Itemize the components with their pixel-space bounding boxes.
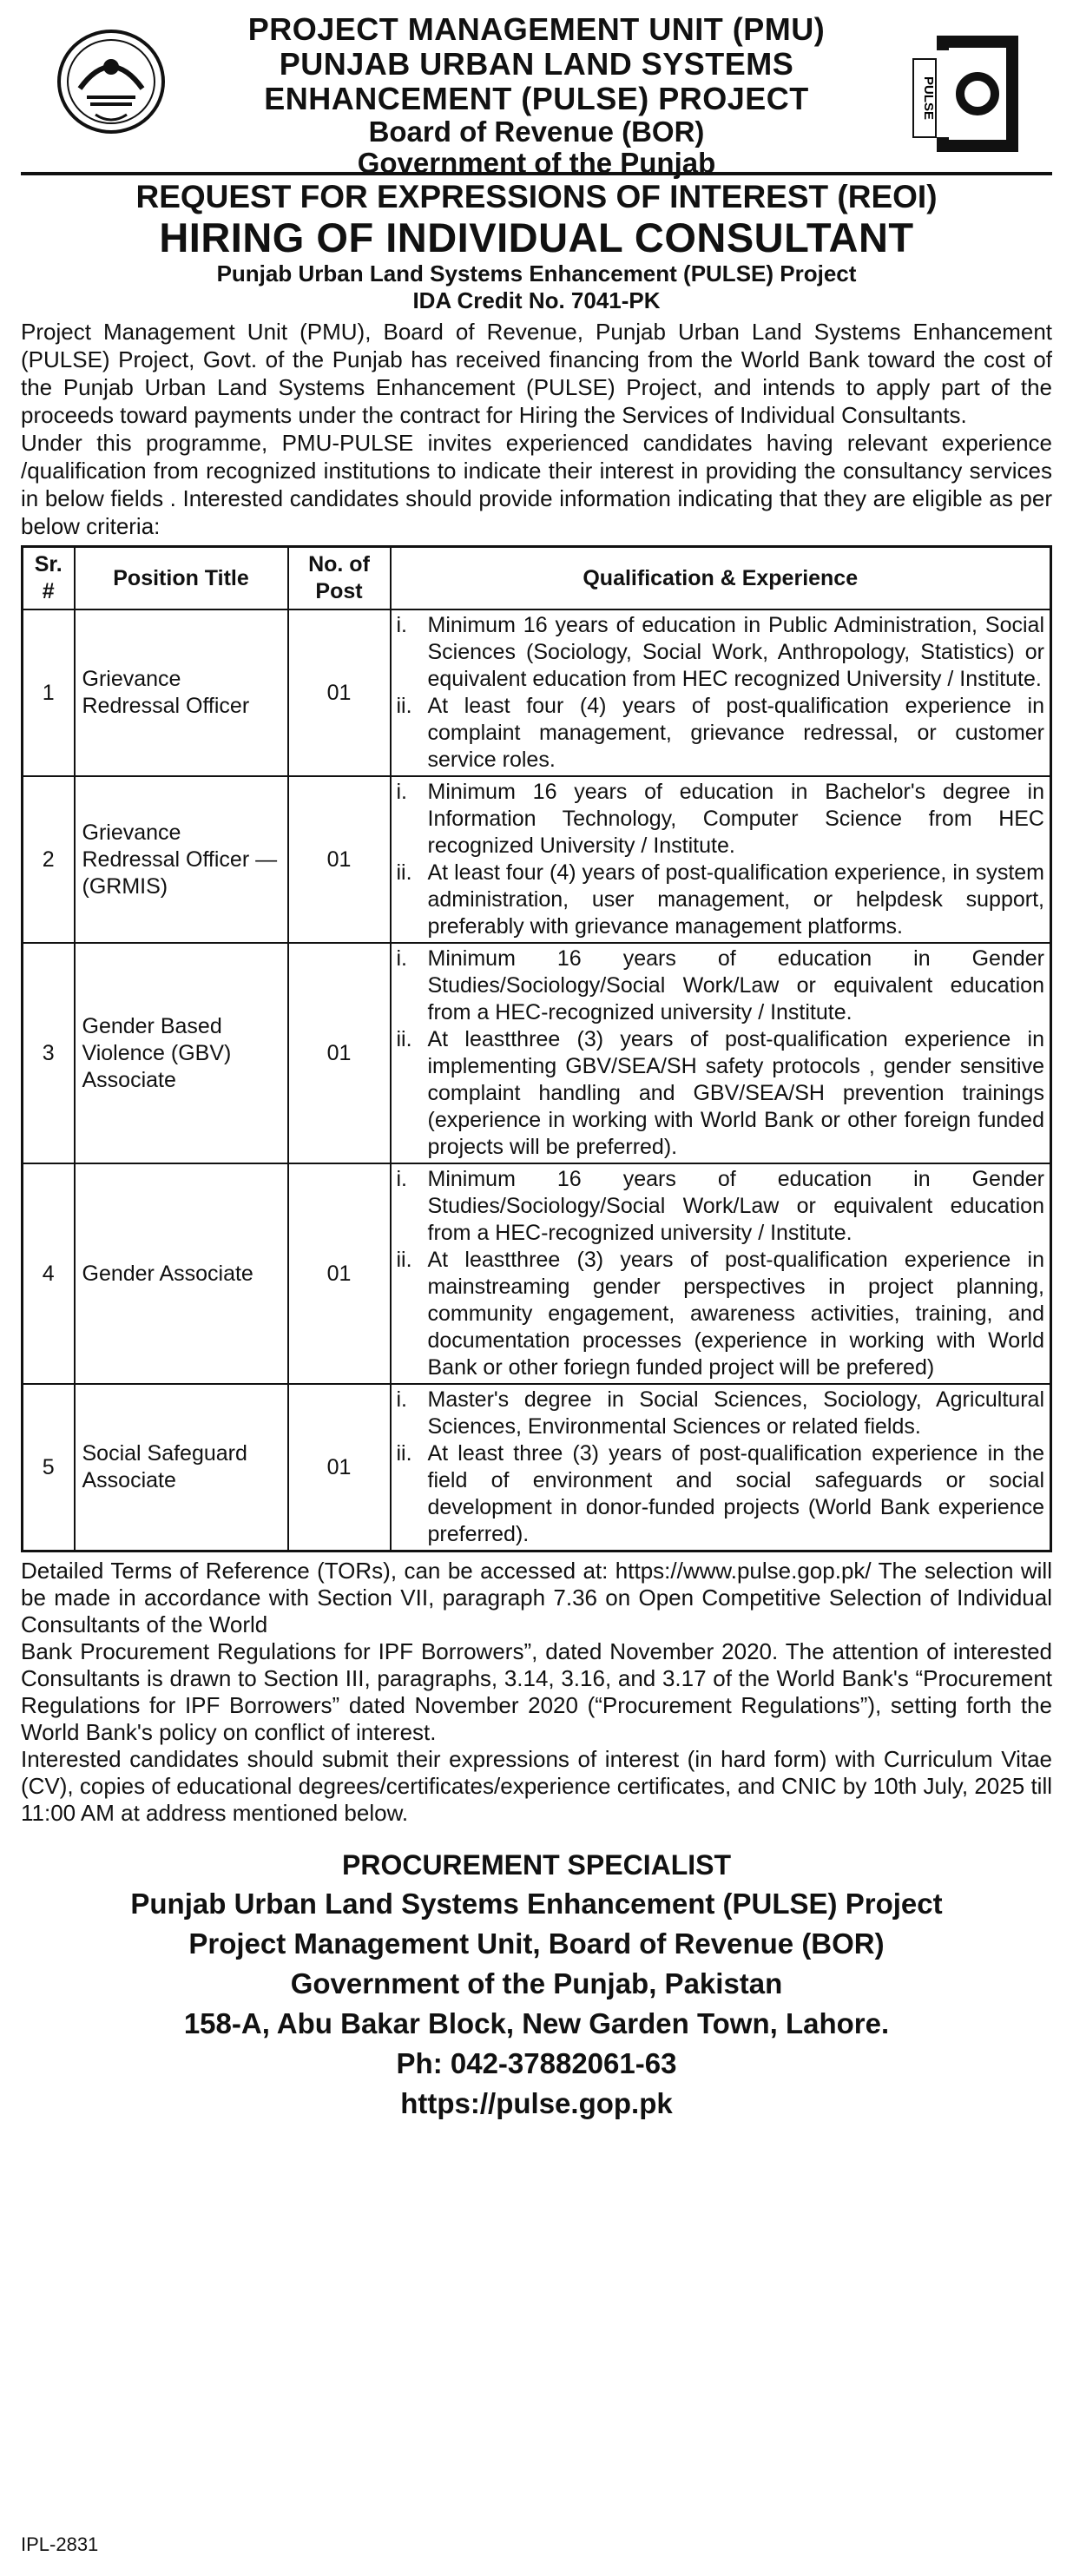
qualification-item-number: ii. <box>396 1248 412 1272</box>
intro-paragraph-2: Under this programme, PMU-PULSE invites experienced candidates having relevant experience /qualification from recognized institutions to indicate their interest in providing the consultancy services in below fields . Interested candidates should provide information indicating that they are eligible as per below criteria: <box>21 430 1052 539</box>
row-position-title: Grievance Redressal Officer — (GRMIS) <box>75 776 288 943</box>
qualification-item <box>397 945 1045 1026</box>
row-position-title: Gender Based Violence (GBV) Associate <box>75 943 288 1163</box>
row-sr: 5 <box>23 1384 75 1552</box>
qualification-item-text: Master's degree in Social Sciences, Sociology, Agricultural Sciences, Environmental Sciences or related fields. <box>427 1387 1044 1439</box>
header-position-title: Position Title <box>75 547 288 610</box>
row-sr: 4 <box>23 1163 75 1384</box>
row-no-of-post: 01 <box>288 609 391 776</box>
credit-number: IDA Credit No. 7041-PK <box>412 287 661 313</box>
qualification-item-text: At leastthree (3) years of post-qualification experience in mainstreaming gender perspectives in project planning, community engagement, awareness activities, training, and documentation processes (experience in working with World Bank or other foriegn funded project will be prefered) <box>427 1248 1044 1380</box>
row-position-title: Gender Associate <box>75 1163 288 1384</box>
qualification-item-number: ii. <box>396 694 412 718</box>
table-row <box>23 609 1051 776</box>
row-qualification <box>391 1384 1051 1552</box>
header-qualification: Qualification & Experience <box>391 547 1051 610</box>
table-row <box>23 776 1051 943</box>
qualification-item-text: Minimum 16 years of education in Gender Studies/Sociology/Social Work/Law or equivalent education from a HEC-recognized university / Institute. <box>427 946 1044 1024</box>
qualification-item-text: At least four (4) years of post-qualification experience in complaint management, grievance redressal, or customer service roles. <box>427 694 1044 772</box>
qualification-item <box>397 1166 1045 1247</box>
row-no-of-post: 01 <box>288 776 391 943</box>
qualification-item-number: ii. <box>396 1441 412 1466</box>
row-position-title: Grievance Redressal Officer <box>75 609 288 776</box>
qualification-item <box>397 860 1045 940</box>
row-qualification <box>391 1163 1051 1384</box>
qualification-item-text: At leastthree (3) years of post-qualification experience in implementing GBV/SEA/SH safety protocols , gender sensitive complaint handling and GBV/SEA/SH prevention trainings (experience in working with World Bank or other foreign funded projects will be preferred). <box>427 1027 1044 1159</box>
positions-table <box>21 545 1052 1552</box>
table-row <box>23 943 1051 1163</box>
row-qualification <box>391 776 1051 943</box>
intro-paragraph-1: Project Management Unit (PMU), Board of Revenue, Punjab Urban Land Systems Enhancement (PULSE) Project, Govt. of the Punjab has received financing from the World Bank toward the cost of the Punjab Urban Land Systems Enhancement (PULSE) Project, and intends to apply part of the proceeds toward payments under the contract for Hiring the Services of Individual Consultants. <box>21 319 1052 428</box>
punjab-government-emblem-icon <box>56 28 167 141</box>
row-no-of-post: 01 <box>288 1163 391 1384</box>
row-qualification <box>391 609 1051 776</box>
contact-title: PROCUREMENT SPECIALIST <box>341 1849 732 1881</box>
qualification-item-number: ii. <box>396 860 412 885</box>
qualification-item-text: Minimum 16 years of education in Public Administration, Social Sciences (Sociology, Social Work, Anthropology, Statistics) or equivalent education from HEC recognized University / Institute. <box>427 613 1044 691</box>
pulse-heading-line1: PUNJAB URBAN LAND SYSTEMS <box>279 46 794 82</box>
qualification-item-text: At least three (3) years of post-qualification experience in the field of environment and social safeguards or social development in donor-funded projects (World Bank experience preferred). <box>427 1441 1044 1546</box>
header-sr: Sr. # <box>23 547 75 610</box>
qualification-item-number: ii. <box>396 1027 412 1051</box>
pulse-heading-line2: ENHANCEMENT (PULSE) PROJECT <box>264 81 809 116</box>
qualification-item-text: Minimum 16 years of education in Gender Studies/Sociology/Social Work/Law or equivalent education from a HEC-recognized university / Institute. <box>427 1167 1044 1245</box>
row-sr: 2 <box>23 776 75 943</box>
reoi-title: REQUEST FOR EXPRESSIONS OF INTEREST (REOI) <box>135 179 938 214</box>
pulse-logo-text: PULSE <box>921 76 936 121</box>
row-no-of-post: 01 <box>288 1384 391 1552</box>
bor-heading: Board of Revenue (BOR) <box>368 115 705 148</box>
qualification-item-text: At least four (4) years of post-qualification experience, in system administration, user management, or helpdesk support, preferably with grievance management platforms. <box>427 860 1044 939</box>
contact-address: 158-A, Abu Bakar Block, New Garden Town, Lahore. <box>183 2007 890 2039</box>
qualification-item-number: i. <box>396 946 407 971</box>
contact-government: Government of the Punjab, Pakistan <box>290 1967 783 2000</box>
contact-website-link[interactable]: https://pulse.gop.pk <box>400 2087 673 2119</box>
header <box>21 0 1052 179</box>
qualification-item-number: i. <box>396 1167 407 1191</box>
qualification-item-text: Minimum 16 years of education in Bachelor's degree in Information Technology, Computer Science from HEC recognized University / Institute. <box>427 780 1044 858</box>
qualification-item <box>397 693 1045 774</box>
row-no-of-post: 01 <box>288 943 391 1163</box>
table-header-row <box>23 547 1051 610</box>
table-row <box>23 1163 1051 1384</box>
row-sr: 3 <box>23 943 75 1163</box>
project-subtitle: Punjab Urban Land Systems Enhancement (PULSE) Project <box>216 260 857 287</box>
qualification-item-number: i. <box>396 1387 407 1412</box>
table-row <box>23 1384 1051 1552</box>
qualification-item <box>397 779 1045 860</box>
qualification-item-number: i. <box>396 780 407 804</box>
header-no-of-post: No. of Post <box>288 547 391 610</box>
row-position-title: Social Safeguard Associate <box>75 1384 288 1552</box>
tor-paragraph: Detailed Terms of Reference (TORs), can be accessed at: https://www.pulse.gop.pk/ The selection will be made in accordance with Section VII, paragraph 7.36 on Open Competitive Selection of Individual Consultants of the World <box>21 1558 1052 1637</box>
row-sr: 1 <box>23 609 75 776</box>
hiring-title: HIRING OF INDIVIDUAL CONSULTANT <box>159 214 914 260</box>
pulse-logo-icon <box>899 33 1021 155</box>
contact-unit: Project Management Unit, Board of Revenue (BOR) <box>188 1927 885 1960</box>
government-heading: Government of the Punjab <box>357 147 716 179</box>
pmu-heading: PROJECT MANAGEMENT UNIT (PMU) <box>247 11 826 47</box>
contact-block <box>21 1846 1052 2124</box>
ipl-code: IPL-2831 <box>21 2533 99 2555</box>
qualification-item <box>397 1026 1045 1161</box>
regulations-paragraph: Bank Procurement Regulations for IPF Borrowers”, dated November 2020. The attention of interested Consultants is drawn to Section III, paragraphs, 3.14, 3.16, and 3.17 of the World Bank's “Procurement Regulations for IPF Borrowers” dated November 2020 (“Procurement Regulations”), setting forth the World Bank's policy on conflict of interest. <box>21 1638 1052 1745</box>
qualification-item <box>397 1440 1045 1548</box>
qualification-item <box>397 1387 1045 1440</box>
row-qualification <box>391 943 1051 1163</box>
qualification-item <box>397 612 1045 693</box>
contact-phone: Ph: 042-37882061-63 <box>396 2047 677 2079</box>
qualification-item-number: i. <box>396 613 407 637</box>
submission-paragraph: Interested candidates should submit their expressions of interest (in hard form) with Curriculum Vitae (CV), copies of educational degrees/certificates/experience certificates, and CNIC by 10th July, 2025 till 11:00 AM at address mentioned below. <box>21 1746 1052 1826</box>
contact-project: Punjab Urban Land Systems Enhancement (PULSE) Project <box>130 1888 943 1920</box>
qualification-item <box>397 1247 1045 1381</box>
